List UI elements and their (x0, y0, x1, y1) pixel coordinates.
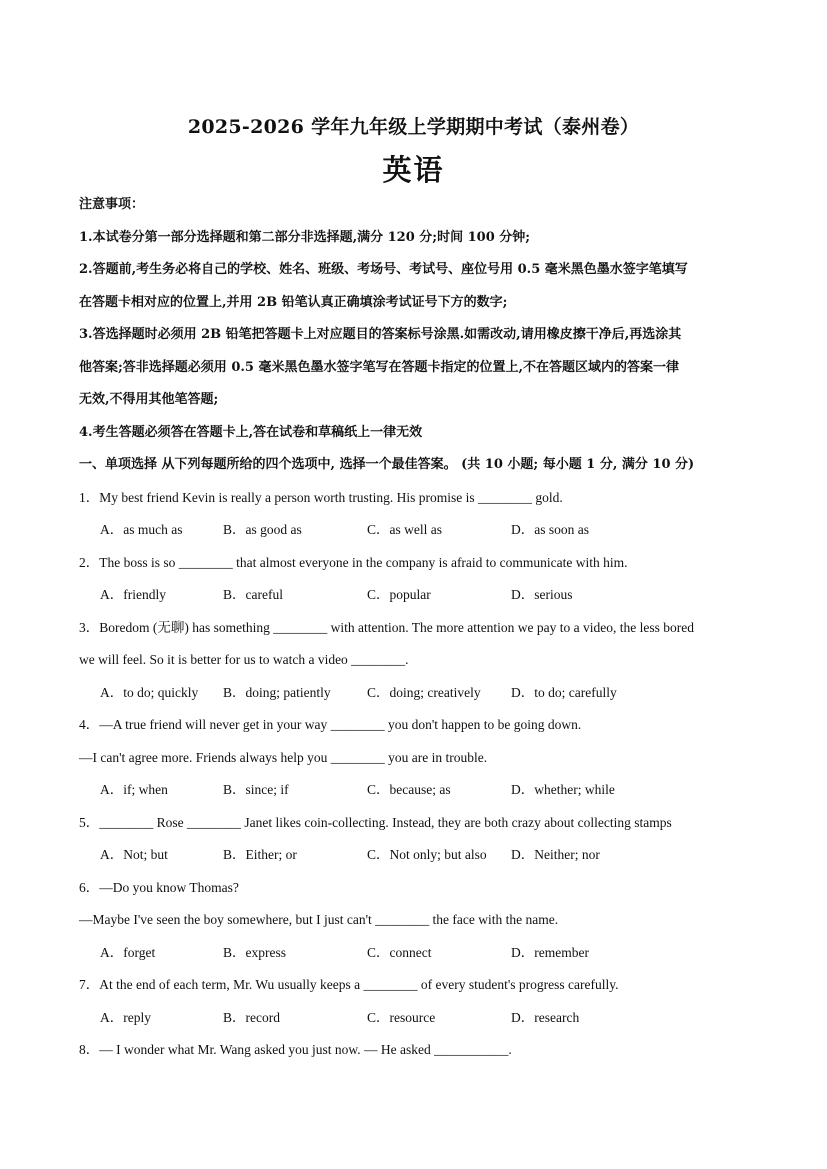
option-d: D．serious (511, 587, 573, 602)
option-d: D．remember (511, 945, 589, 960)
option-a: A．to do; quickly (100, 685, 199, 700)
notes-heading: 注意事项： (79, 197, 145, 212)
question-1-text: 1．My best friend Kevin is really a person worth trusting. His promise is ________ gold. (79, 490, 563, 505)
option-a: A．as much as (100, 522, 183, 537)
option-a: A．forget (100, 945, 156, 960)
subject-title: 英语 (382, 153, 445, 187)
question-3-options (100, 684, 740, 701)
option-c: C．as well as (367, 522, 442, 537)
option-c: C．connect (367, 945, 432, 960)
question-6-text-cont: —Maybe I've seen the boy somewhere, but I just can't ________ the face with the name. (79, 912, 559, 927)
option-d: D．whether; while (511, 782, 615, 797)
note-line: 3.答选择题时必须用 2B 铅笔把答题卡上对应题目的答案标号涂黑.如需改动,请用橡皮擦干净后,再选涂其 (79, 327, 682, 342)
note-line: 2.答题前,考生务必将自己的学校、姓名、班级、考场号、考试号、座位号用 0.5 毫米黑色墨水签字笔填写 (79, 262, 688, 277)
option-b: B．careful (223, 587, 283, 602)
note-line: 4.考生答题必须答在答题卡上,答在试卷和草稿纸上一律无效 (79, 425, 423, 440)
note-line: 在答题卡相对应的位置上,并用 2B 铅笔认真正确填涂考试证号下方的数字; (79, 295, 508, 310)
option-c: C．doing; creatively (367, 685, 481, 700)
section-heading: 一、单项选择 从下列每题所给的四个选项中, 选择一个最佳答案。 (共 10 小题; 每小题 1 分, 满分 10 分) (79, 457, 695, 472)
question-1-options (100, 521, 740, 538)
question-6-options (100, 944, 740, 961)
note-line: 他答案;答非选择题必须用 0.5 毫米黑色墨水签字笔写在答题卡指定的位置上,不在答题区域内的答案一律 (79, 360, 679, 375)
question-7-options (100, 1009, 740, 1026)
question-6-text: 6．—Do you know Thomas? (79, 880, 239, 895)
question-3-text: 3．Boredom (无聊) has something ________ with attention. The more attention we pay to a video, the less bored (79, 620, 695, 635)
option-a: A．if; when (100, 782, 168, 797)
option-c: C．popular (367, 587, 431, 602)
option-d: D．as soon as (511, 522, 589, 537)
option-a: A．reply (100, 1010, 151, 1025)
question-7-text: 7．At the end of each term, Mr. Wu usually keeps a ________ of every student's progress carefully. (79, 977, 619, 992)
question-4-text-cont: —I can't agree more. Friends always help you ________ you are in trouble. (79, 750, 488, 765)
question-4-text: 4．—A true friend will never get in your way ________ you don't happen to be going down. (79, 717, 582, 732)
option-d: D．Neither; nor (511, 847, 600, 862)
option-b: B．record (223, 1010, 280, 1025)
note-line: 1.本试卷分第一部分选择题和第二部分非选择题,满分 120 分;时间 100 分钟; (79, 230, 531, 245)
option-a: A．Not; but (100, 847, 168, 862)
option-a: A．friendly (100, 587, 166, 602)
note-line: 无效,不得用其他笔答题; (79, 392, 219, 407)
question-5-options (100, 846, 740, 863)
option-b: B．as good as (223, 522, 302, 537)
question-3-text-cont: we will feel. So it is better for us to watch a video ________. (79, 652, 409, 667)
option-b: B．express (223, 945, 286, 960)
question-2-text: 2．The boss is so ________ that almost everyone in the company is afraid to communicate with him. (79, 555, 628, 570)
question-8-text: 8．— I wonder what Mr. Wang asked you just now. — He asked ___________. (79, 1042, 512, 1057)
option-b: B．Either; or (223, 847, 297, 862)
exam-title: 2025-2026 学年九年级上学期期中考试（泰州卷） (187, 116, 640, 138)
option-d: D．to do; carefully (511, 685, 617, 700)
question-2-options (100, 586, 740, 603)
option-d: D．research (511, 1010, 580, 1025)
option-b: B．since; if (223, 782, 289, 797)
option-c: C．resource (367, 1010, 436, 1025)
question-5-text: 5．________ Rose ________ Janet likes coin-collecting. Instead, they are both crazy about collecting stamps (79, 815, 672, 830)
question-4-options (100, 781, 740, 798)
option-c: C．because; as (367, 782, 451, 797)
option-b: B．doing; patiently (223, 685, 331, 700)
option-c: C．Not only; but also (367, 847, 487, 862)
